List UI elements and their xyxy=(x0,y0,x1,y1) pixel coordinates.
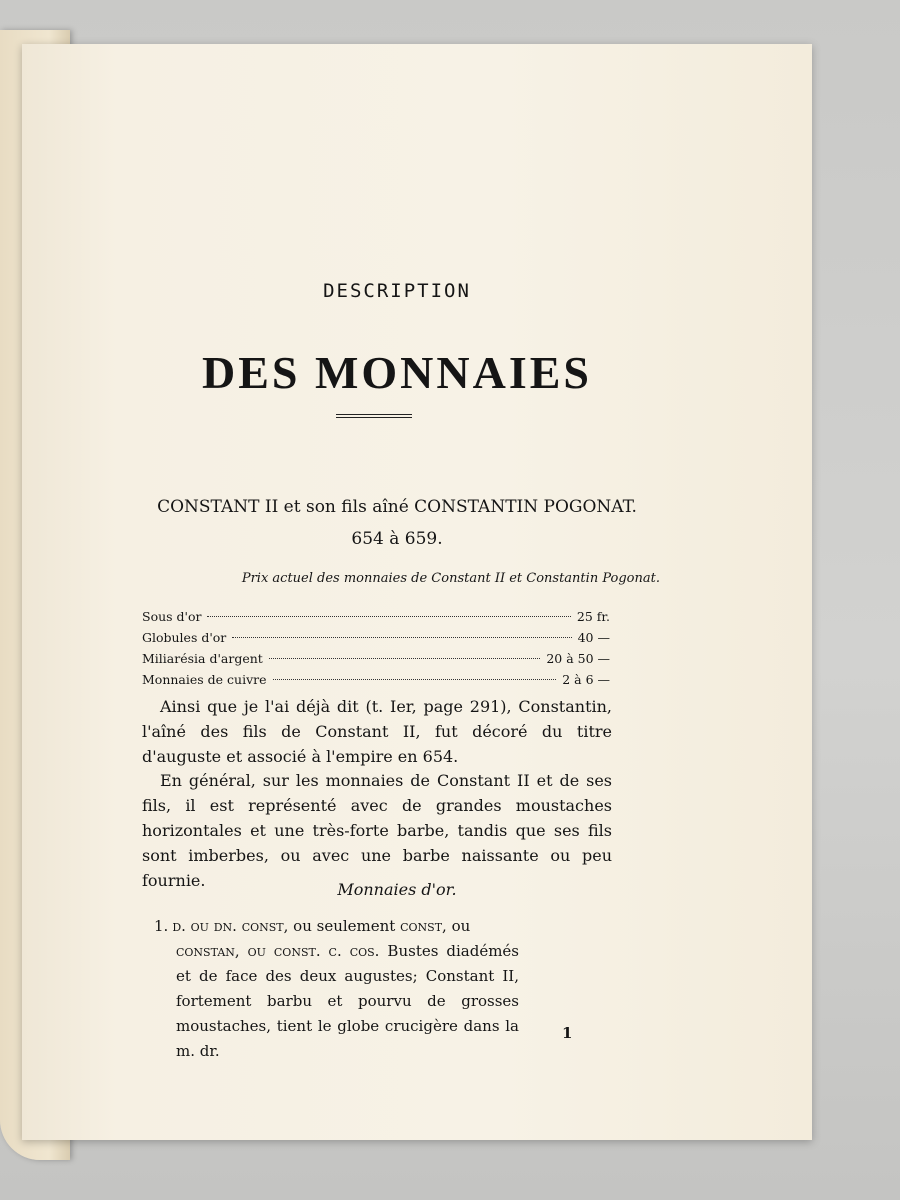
leader-dots xyxy=(269,658,541,659)
coin-entry xyxy=(154,914,519,1064)
price-list xyxy=(142,609,610,693)
price-label: Sous d'or xyxy=(142,609,202,624)
leader-dots xyxy=(273,679,557,680)
page-number: 1 xyxy=(562,1024,573,1042)
title-rule xyxy=(336,414,412,415)
price-label: Miliarésia d'argent xyxy=(142,651,263,666)
price-row xyxy=(142,651,610,672)
entry-continuation xyxy=(154,939,519,1064)
entry-text: ou xyxy=(446,917,471,935)
legend-text: const, xyxy=(400,917,447,935)
leader-dots xyxy=(207,616,570,617)
price-value: 2 à 6 — xyxy=(562,672,610,687)
body-paragraph-1: Ainsi que je l'ai déjà dit (t. Ier, page 291), Constantin, l'aîné des fils de Constant II, fut décoré du titre d'auguste et associé à l'empire en 654. xyxy=(142,697,612,766)
legend-text: constan, ou const. c. cos. xyxy=(176,942,380,960)
price-row xyxy=(142,609,610,630)
price-value: 20 à 50 — xyxy=(546,651,610,666)
prices-title: Prix actuel des monnaies de Constant II et Constantin Pogonat. xyxy=(241,571,660,586)
leader-dots xyxy=(232,637,571,638)
price-label: Globules d'or xyxy=(142,630,227,645)
date-range: 654 à 659. xyxy=(351,529,443,549)
entry-text: ou seulement xyxy=(288,917,401,935)
price-row xyxy=(142,672,610,693)
legend-text: d. ou dn. const, xyxy=(172,917,289,935)
price-value: 25 fr. xyxy=(576,609,610,624)
price-value: 40 — xyxy=(577,630,610,645)
entry-number: 1. xyxy=(154,917,169,935)
body-paragraph-2: En général, sur les monnaies de Constant II et de ses fils, il est représenté avec de grandes moustaches horizontales et une très-forte barbe, tandis que ses fils sont imberbes, ou avec une barbe naissante ou peu fournie. xyxy=(142,771,612,890)
price-row xyxy=(142,630,610,651)
book-page xyxy=(22,44,812,1140)
entry-description: Bustes diadémés et de face des deux augustes; Constant II, fortement barbu et pourvu de grosses moustaches, tient le globe crucigère dans la m. dr. xyxy=(176,942,520,1060)
section-heading: CONSTANT II et son fils aîné CONSTANTIN POGONAT. xyxy=(157,497,637,517)
gold-coins-heading: Monnaies d'or. xyxy=(337,880,457,899)
page-label: DESCRIPTION xyxy=(323,280,471,302)
title-rule-second xyxy=(336,417,412,418)
price-label: Monnaies de cuivre xyxy=(142,672,267,687)
page-title: DES MONNAIES xyxy=(201,347,592,398)
